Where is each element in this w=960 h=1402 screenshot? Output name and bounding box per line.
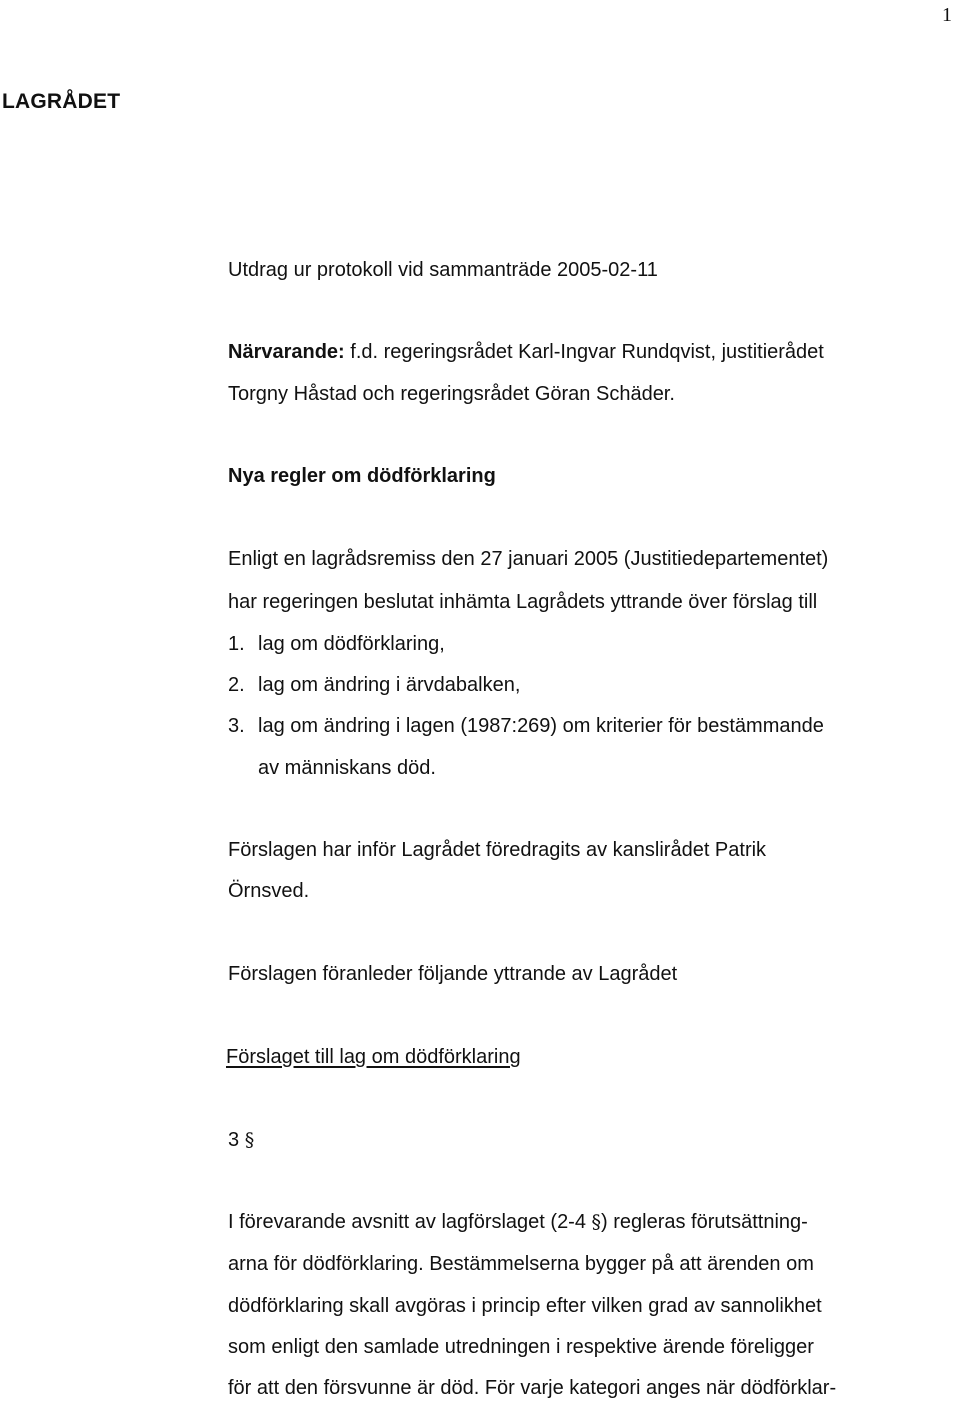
- present-label: Närvarande:: [228, 341, 345, 363]
- organization-heading: LAGRÅDET: [2, 90, 121, 113]
- presented-line-1: Förslagen har inför Lagrådet föredragits av kanslirådet Patrik: [228, 839, 767, 861]
- body-line-5: för att den försvunne är död. För varje kategori anges när dödförklar-: [228, 1377, 837, 1399]
- proposal-text: lag om dödförklaring,: [258, 633, 445, 655]
- proposal-item-1: [228, 632, 445, 656]
- present-members-1: f.d. regeringsrådet Karl-Ingvar Rundqvist, justitierådet: [350, 341, 824, 363]
- section-heading: Förslaget till lag om dödförklaring: [226, 1046, 521, 1068]
- proposal-number: 2.: [228, 674, 245, 696]
- page-number: 1: [942, 4, 952, 26]
- body-text: I förevarande avsnitt av lagförslaget (2-4: [228, 1211, 592, 1233]
- paragraph-symbol: §: [244, 1129, 255, 1151]
- paragraph-symbol: §: [591, 1211, 602, 1233]
- body-line-2: arna för dödförklaring. Bestämmelserna bygger på att ärenden om: [228, 1253, 814, 1275]
- proposal-item-3: [228, 714, 824, 738]
- body-line-3: dödförklaring skall avgöras i princip efter vilken grad av sannolikhet: [228, 1295, 822, 1317]
- proposal-number: 3.: [228, 715, 245, 737]
- proposal-item-3-continuation: av människans död.: [258, 757, 436, 779]
- intro-line-1: Enligt en lagrådsremiss den 27 januari 2005 (Justitiedepartementet): [228, 548, 829, 570]
- proposal-item-2: [228, 673, 520, 697]
- proposal-number: 1.: [228, 633, 245, 655]
- present-line-1: [228, 340, 824, 364]
- present-line-2: Torgny Håstad och regeringsrådet Göran Schäder.: [228, 383, 675, 405]
- section-number: [228, 1128, 254, 1152]
- proposal-text: lag om ändring i ärvdabalken,: [258, 674, 521, 696]
- presented-line-2: Örnsved.: [228, 880, 310, 902]
- body-text: ) regleras förutsättning-: [601, 1211, 808, 1233]
- intro-line-2: har regeringen beslutat inhämta Lagrådets yttrande över förslag till: [228, 591, 818, 613]
- protocol-extract-line: Utdrag ur protokoll vid sammanträde 2005-02-11: [228, 259, 658, 281]
- statement-intro: Förslagen föranleder följande yttrande av Lagrådet: [228, 963, 678, 985]
- section-num: 3: [228, 1129, 240, 1151]
- proposal-text: lag om ändring i lagen (1987:269) om kriterier för bestämmande: [258, 715, 824, 737]
- body-line-1: [228, 1210, 808, 1234]
- body-line-4: som enligt den samlade utredningen i respektive ärende föreligger: [228, 1336, 814, 1358]
- matter-title: Nya regler om dödförklaring: [228, 465, 496, 487]
